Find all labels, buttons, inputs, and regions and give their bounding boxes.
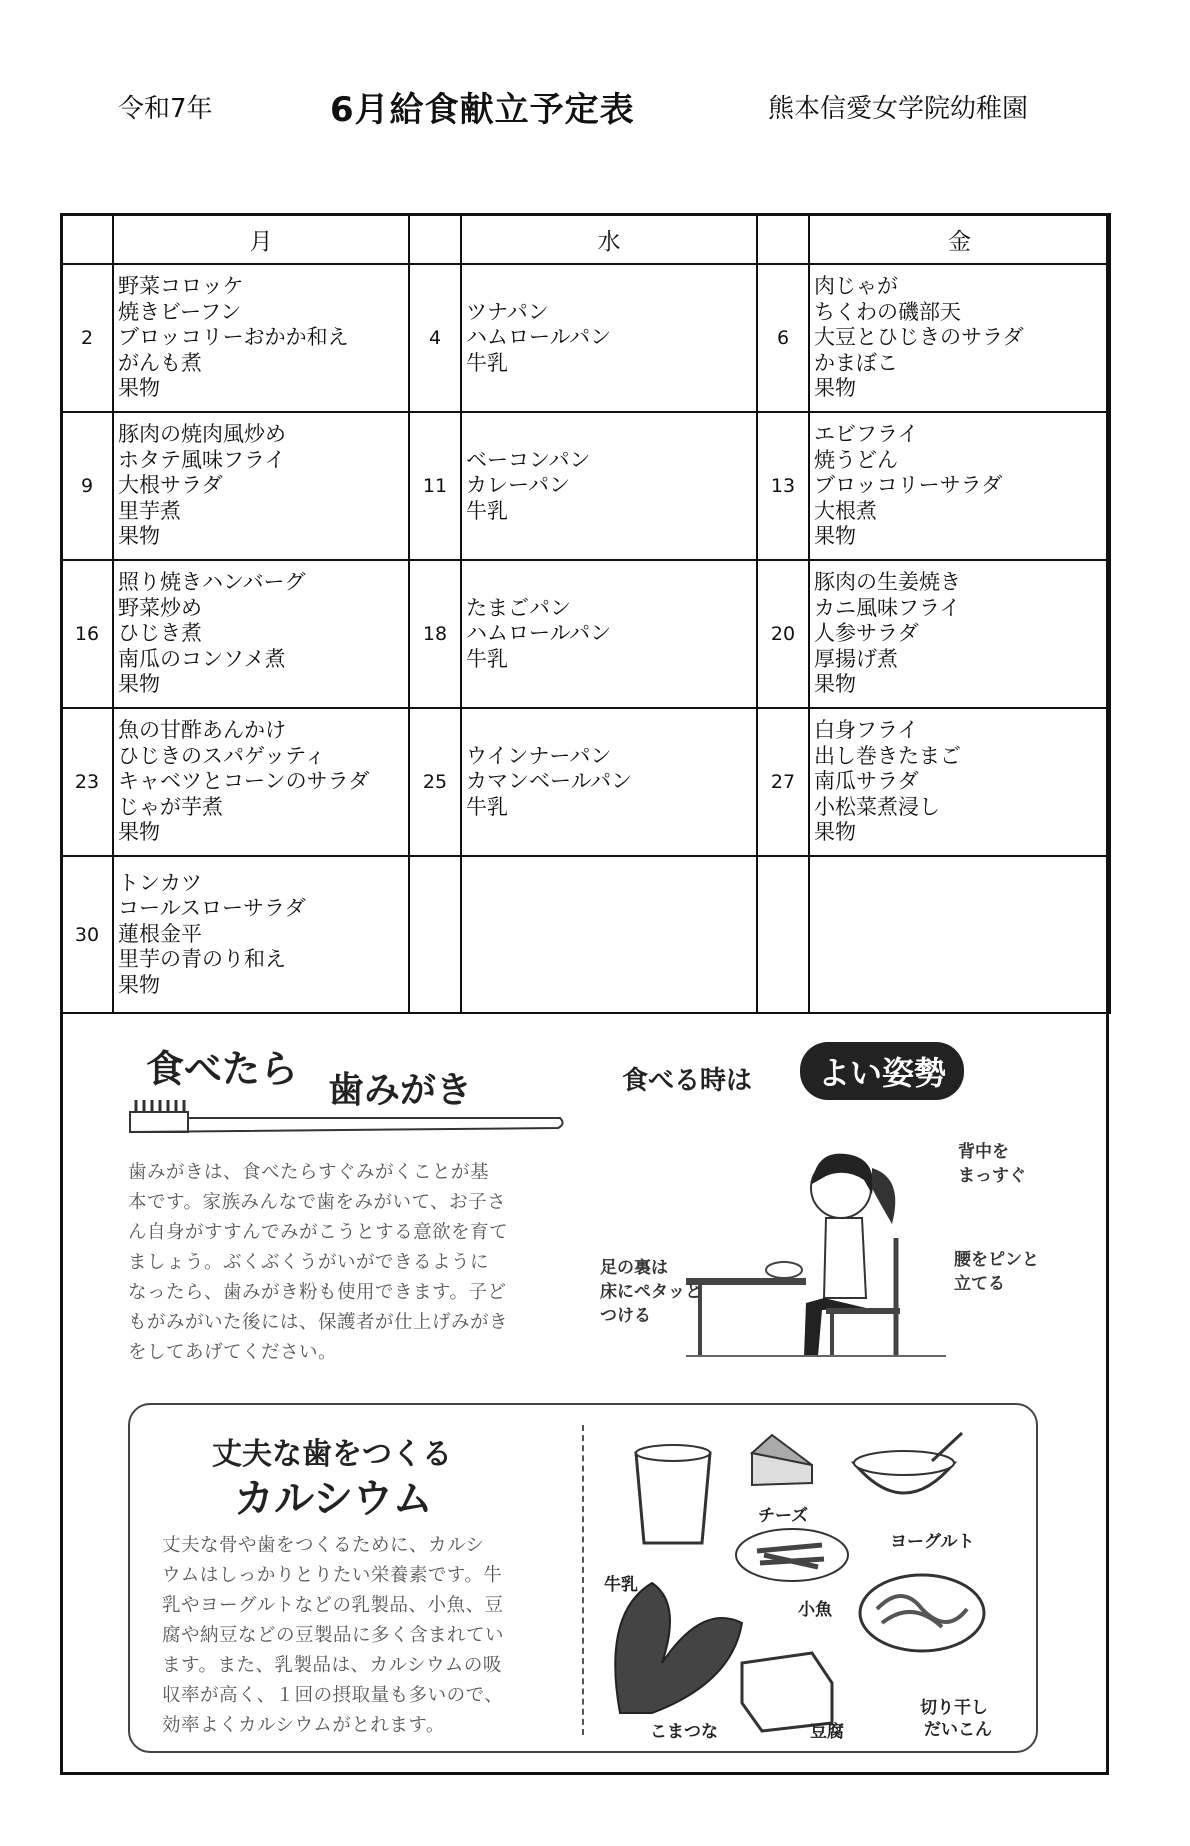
menu-item: ブロッコリーサラダ (814, 473, 1003, 498)
menu-item: 里芋煮 (118, 498, 181, 523)
brushing-paragraph (128, 1158, 568, 1368)
menu-item: 南瓜サラダ (814, 769, 919, 794)
menu-cell-mon (113, 560, 409, 708)
header-blank (61, 214, 113, 264)
posture-section (600, 1038, 1050, 1358)
day-number-fri (757, 856, 809, 1013)
menu-cell-wed (461, 856, 757, 1013)
paragraph-line: ウムはしっかりとりたい栄養素です。牛 (162, 1565, 503, 1586)
label-hips-line1: 腰をピンと (954, 1250, 1039, 1270)
kiriboshi-daikon-icon (860, 1575, 984, 1651)
table-row (61, 560, 1110, 708)
menu-item: たまごパン (466, 595, 571, 620)
table-row (61, 856, 1110, 1013)
table-row (61, 264, 1110, 412)
menu-item: 果物 (118, 376, 160, 401)
menu-cell-mon (113, 856, 409, 1013)
label-feet-line3: つける (600, 1306, 651, 1326)
header-school: 熊本信愛女学院幼稚園 (768, 94, 1029, 124)
menu-item: トンカツ (118, 870, 202, 895)
food-label-milk: 牛乳 (604, 1575, 638, 1595)
menu-item: 大根煮 (814, 498, 877, 523)
menu-item: エビフライ (814, 422, 919, 447)
menu-item: じゃが芋煮 (118, 794, 223, 819)
brushing-title-1: 食べたら (146, 1047, 299, 1091)
day-number-wed: 25 (409, 708, 461, 856)
menu-item: 蓮根金平 (118, 921, 202, 946)
divider (582, 1425, 584, 1735)
food-label-fish: 小魚 (798, 1600, 832, 1620)
paragraph-line: もがみがいた後には、保護者が仕上げみがき (128, 1312, 509, 1333)
label-feet-line2: 床にペタッと (600, 1282, 702, 1302)
calcium-title-2: カルシウム (234, 1476, 433, 1522)
column-header-mon: 月 (113, 214, 409, 264)
menu-cell-wed (461, 412, 757, 560)
posture-title-badge: よい姿勢 (800, 1042, 964, 1100)
menu-cell-fri (809, 708, 1110, 856)
food-label-yogurt: ヨーグルト (890, 1532, 975, 1552)
yogurt-icon (854, 1433, 962, 1493)
table-row (61, 708, 1110, 856)
toothbrush-icon (128, 1100, 568, 1140)
menu-cell-fri (809, 264, 1110, 412)
brushing-title-2: 歯みがき (328, 1070, 473, 1111)
label-feet (600, 1256, 702, 1328)
menu-table (60, 213, 1111, 1014)
paragraph-line: をしてあげてください。 (128, 1342, 338, 1363)
menu-cell-fri (809, 412, 1110, 560)
menu-item: キャベツとコーンのサラダ (118, 769, 370, 794)
menu-item: 小松菜煮浸し (814, 794, 940, 819)
paragraph-line: 効率よくカルシウムがとれます。 (162, 1715, 445, 1736)
label-back-line2: まっすぐ (958, 1166, 1026, 1186)
paragraph-line: ます。また、乳製品は、カルシウムの吸 (162, 1655, 502, 1676)
header-blank (409, 214, 461, 264)
menu-item: がんも煮 (118, 350, 202, 375)
page-title: 6月給食献立予定表 (330, 90, 635, 130)
column-header-fri: 金 (809, 214, 1110, 264)
calcium-title-1: 丈夫な歯をつくる (212, 1437, 452, 1472)
day-number-wed: 18 (409, 560, 461, 708)
calcium-box (128, 1403, 1038, 1753)
menu-item: 果物 (814, 524, 856, 549)
paragraph-line: 収率が高く、１回の摂取量も多いので、 (162, 1685, 504, 1706)
menu-item: 果物 (118, 672, 160, 697)
paragraph-line: ましょう。ぶくぶくうがいができるように (128, 1252, 490, 1273)
menu-item: 大根サラダ (118, 473, 223, 498)
komatsuna-icon (615, 1583, 742, 1713)
paragraph-line: ん自身がすすんでみがこうとする意欲を育て (128, 1222, 509, 1243)
menu-item: ひじき煮 (118, 621, 202, 646)
menu-item: 出し巻きたまご (814, 743, 961, 768)
posture-title-prefix: 食べる時は (622, 1066, 753, 1096)
menu-item: 果物 (814, 672, 856, 697)
paragraph-line: なったら、歯みがき粉も使用できます。子ど (128, 1282, 507, 1303)
menu-item: ハムロールパン (466, 325, 612, 350)
menu-item: 照り焼きハンバーグ (118, 570, 306, 595)
menu-item: ウインナーパン (466, 743, 612, 768)
menu-cell-mon (113, 264, 409, 412)
menu-cell-fri (809, 560, 1110, 708)
cheese-icon (752, 1435, 812, 1485)
menu-item: 牛乳 (466, 498, 508, 523)
menu-item: ハムロールパン (466, 621, 612, 646)
milk-icon (636, 1445, 710, 1543)
menu-item: 果物 (118, 820, 160, 845)
menu-item: ひじきのスパゲッティ (118, 743, 326, 768)
menu-item: 肉じゃが (814, 274, 898, 299)
day-number-wed: 11 (409, 412, 461, 560)
label-feet-line1: 足の裏は (600, 1258, 668, 1278)
table-header-row (61, 214, 1110, 264)
day-number-fri: 20 (757, 560, 809, 708)
day-number-fri: 6 (757, 264, 809, 412)
menu-item: ブロッコリーおかか和え (118, 325, 349, 350)
table-row (61, 412, 1110, 560)
menu-cell-wed (461, 264, 757, 412)
calcium-paragraph (162, 1531, 542, 1741)
menu-item: 豚肉の生姜焼き (814, 570, 961, 595)
menu-item: 野菜コロッケ (118, 274, 244, 299)
label-hips (954, 1248, 1039, 1296)
menu-item: カマンベールパン (466, 769, 633, 794)
label-back (958, 1140, 1026, 1188)
menu-item: 果物 (814, 376, 856, 401)
menu-cell-wed (461, 708, 757, 856)
menu-cell-mon (113, 708, 409, 856)
menu-item: 牛乳 (466, 646, 508, 671)
food-label-komatsuna: こまつな (650, 1722, 718, 1742)
label-back-line1: 背中を (958, 1142, 1009, 1162)
small-fish-icon (736, 1529, 848, 1581)
food-label-daikon-1: 切り干し (920, 1698, 988, 1718)
menu-item: 牛乳 (466, 794, 508, 819)
menu-cell-wed (461, 560, 757, 708)
menu-item: 野菜炒め (118, 595, 202, 620)
header-era: 令和7年 (118, 94, 213, 124)
paragraph-line: 本です。家族みんなで歯をみがいて、お子さ (128, 1192, 507, 1213)
menu-item: 魚の甘酢あんかけ (118, 718, 286, 743)
food-label-daikon-2: だいこん (924, 1720, 992, 1740)
menu-item: カレーパン (466, 473, 570, 498)
day-number-mon: 9 (61, 412, 113, 560)
menu-item: かまぼこ (814, 350, 898, 375)
day-number-wed (409, 856, 461, 1013)
menu-item: 人参サラダ (814, 621, 919, 646)
menu-item: コールスローサラダ (118, 896, 306, 921)
brushing-section (128, 1038, 568, 1378)
day-number-mon: 30 (61, 856, 113, 1013)
menu-item: 果物 (118, 972, 160, 997)
menu-item: ベーコンパン (466, 447, 591, 472)
day-number-fri: 13 (757, 412, 809, 560)
paragraph-line: 腐や納豆などの豆製品に多く含まれてい (162, 1625, 505, 1646)
menu-item: 南瓜のコンソメ煮 (118, 646, 286, 671)
menu-item: 白身フライ (814, 718, 919, 743)
paragraph-line: 歯みがきは、食べたらすぐみがくことが基 (128, 1162, 490, 1183)
menu-item: ホタテ風味フライ (118, 447, 286, 472)
menu-item: 里芋の青のり和え (118, 947, 286, 972)
day-number-mon: 23 (61, 708, 113, 856)
menu-cell-mon (113, 412, 409, 560)
menu-item: 果物 (118, 524, 160, 549)
day-number-mon: 16 (61, 560, 113, 708)
food-label-tofu: 豆腐 (810, 1722, 844, 1742)
menu-item: ツナパン (466, 299, 549, 324)
menu-item: 焼きビーフン (118, 299, 242, 324)
menu-item: 厚揚げ煮 (814, 646, 898, 671)
menu-item: 豚肉の焼肉風炒め (118, 422, 286, 447)
menu-item: ちくわの磯部天 (814, 299, 961, 324)
day-number-wed: 4 (409, 264, 461, 412)
menu-item: 牛乳 (466, 350, 508, 375)
label-hips-line2: 立てる (954, 1274, 1005, 1294)
column-header-wed: 水 (461, 214, 757, 264)
header-blank (757, 214, 809, 264)
menu-item: 焼うどん (814, 447, 898, 472)
sitting-girl-icon (686, 1128, 946, 1358)
day-number-mon: 2 (61, 264, 113, 412)
food-label-cheese: チーズ (758, 1506, 809, 1526)
paragraph-line: 丈夫な骨や歯をつくるために、カルシ (162, 1535, 485, 1556)
menu-item: カニ風味フライ (814, 595, 961, 620)
paragraph-line: 乳やヨーグルトなどの乳製品、小魚、豆 (162, 1595, 504, 1616)
day-number-fri: 27 (757, 708, 809, 856)
menu-item: 大豆とひじきのサラダ (814, 325, 1024, 350)
menu-cell-fri (809, 856, 1110, 1013)
menu-item: 果物 (814, 820, 856, 845)
